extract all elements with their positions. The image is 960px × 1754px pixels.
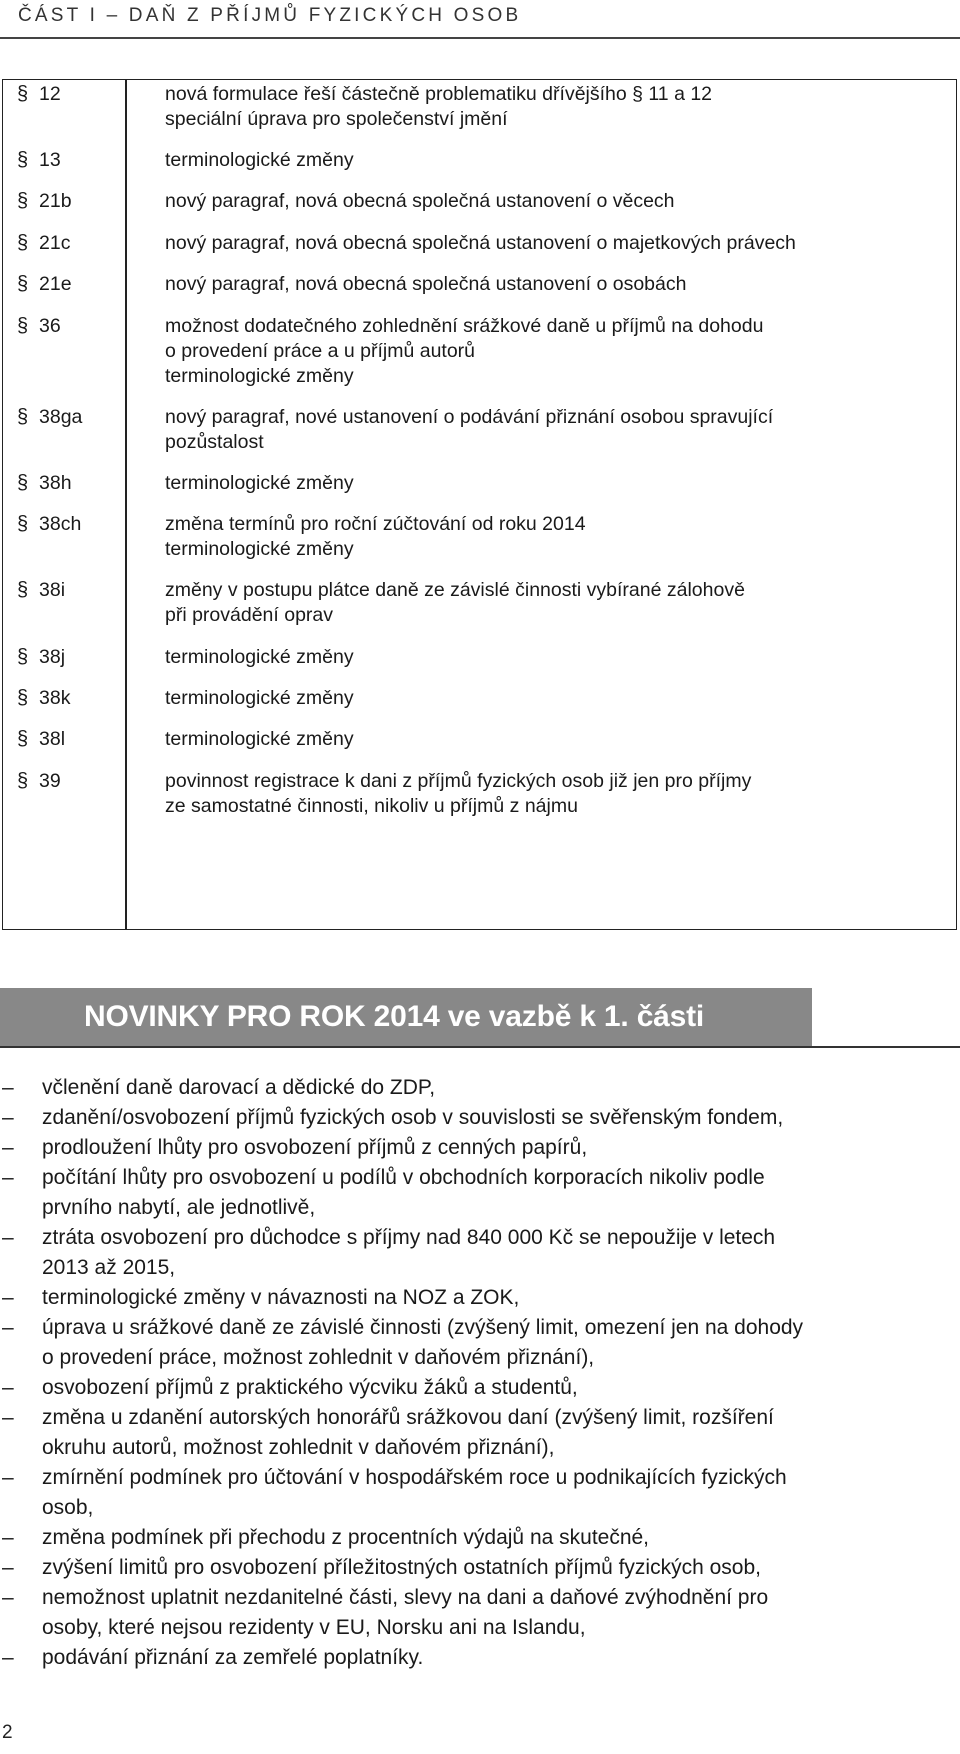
list-item-text [42,1463,960,1523]
page-header-title: ČÁST I – DAŇ Z PŘÍJMŮ FYZICKÝCH OSOB [18,5,522,26]
description-line: terminologické změny [165,149,354,171]
list-item-line: změna u zdanění autorských honorářů srážkovou daní (zvýšený limit, rozšíření [42,1406,774,1429]
section-sign: § [17,190,29,212]
list-item-line: prodloužení lhůty pro osvobození příjmů z cenných papírů, [42,1136,588,1159]
list-item [0,1223,960,1283]
list-item-line: podávání přiznání za zemřelé poplatníky. [42,1646,424,1669]
section-sign: § [17,472,29,494]
paragraph-reference [17,686,70,711]
dash-bullet: – [2,1106,14,1129]
list-item [0,1553,960,1583]
section-sign: § [17,579,29,601]
list-item [0,1073,960,1103]
section-sign: § [17,513,29,535]
list-item-line: osob, [42,1496,94,1519]
paragraph-reference [17,471,72,496]
list-item-line: počítání lhůty pro osvobození u podílů v obchodních korporacích nikoliv podle [42,1166,765,1189]
description-line: nový paragraf, nová obecná společná ustanovení o věcech [165,190,675,212]
change-description [165,645,945,670]
paragraph-number: 36 [39,315,61,337]
list-item-line: zmírnění podmínek pro účtování v hospodářském roce u podnikajících fyzických [42,1466,787,1489]
list-item-text [42,1163,960,1223]
list-item-line: včlenění daně darovací a dědické do ZDP, [42,1076,436,1099]
description-line: terminologické změny [165,687,354,709]
description-line: nový paragraf, nová obecná společná ustanovení o osobách [165,273,687,295]
list-item-text [42,1103,960,1133]
dash-bullet: – [2,1316,14,1339]
description-line: nový paragraf, nová obecná společná ustanovení o majetkových právech [165,232,796,254]
description-line: terminologické změny [165,472,354,494]
change-description [165,769,945,819]
change-description [165,272,945,297]
paragraph-number: 21b [39,190,72,212]
description-line: terminologické změny [165,646,354,668]
list-item-text [42,1583,960,1643]
list-item-text [42,1073,960,1103]
change-description [165,231,945,256]
change-description [165,405,945,455]
change-description [165,471,945,496]
dash-bullet: – [2,1166,14,1189]
paragraph-reference [17,231,70,256]
dash-bullet: – [2,1526,14,1549]
paragraph-reference [17,272,72,297]
paragraph-reference [17,769,61,794]
description-line: terminologické změny [165,728,354,750]
description-line: nový paragraf, nové ustanovení o podávání přiznání osobou spravující [165,406,774,428]
page-number: 2 [2,1722,13,1743]
paragraph-number: 38ch [39,513,82,535]
section-sign: § [17,770,29,792]
paragraph-reference [17,727,65,752]
paragraph-number: 38ga [39,406,83,428]
list-item-line: prvního nabytí, ale jednotlivě, [42,1196,316,1219]
dash-bullet: – [2,1226,14,1249]
paragraph-number: 21c [39,232,71,254]
section-sign: § [17,406,29,428]
paragraph-number: 38i [39,579,66,601]
list-item-text [42,1133,960,1163]
change-description [165,189,945,214]
section-sign: § [17,149,29,171]
table-column-divider [125,80,127,929]
list-item-line: ztráta osvobození pro důchodce s příjmy nad 840 000 Kč se nepoužije v letech [42,1226,776,1249]
change-description [165,148,945,173]
paragraph-reference [17,314,61,339]
list-item [0,1403,960,1463]
header-divider [0,37,960,39]
paragraph-number: 12 [39,83,61,105]
list-item-line: zdanění/osvobození příjmů fyzických osob v souvislosti se svěřenským fondem, [42,1106,784,1129]
list-item-line: osoby, které nejsou rezidenty v EU, Norsku ani na Islandu, [42,1616,586,1639]
paragraph-reference [17,578,65,603]
description-line: speciální úprava pro společenství jmění [165,108,508,130]
list-item-text [42,1373,960,1403]
banner-title: NOVINKY PRO ROK 2014 ve vazbě k 1. části [84,1000,705,1033]
description-line: změna termínů pro roční zúčtování od roku 2014 [165,513,586,535]
description-line: terminologické změny [165,538,354,560]
list-item-text [42,1283,960,1313]
paragraph-number: 13 [39,149,61,171]
description-line: možnost dodatečného zohlednění srážkové daně u příjmů na dohodu [165,315,764,337]
section-sign: § [17,646,29,668]
paragraph-reference [17,645,65,670]
change-description [165,686,945,711]
paragraph-number: 38k [39,687,71,709]
paragraph-reference [17,148,61,173]
dash-bullet: – [2,1406,14,1429]
list-item [0,1373,960,1403]
section-sign: § [17,315,29,337]
description-line: při provádění oprav [165,604,334,626]
change-description [165,578,945,628]
change-description [165,314,945,389]
dash-bullet: – [2,1556,14,1579]
paragraph-number: 21e [39,273,72,295]
paragraph-reference [17,512,81,537]
description-line: nová formulace řeší částečně problematiku dřívějšího § 11 a 12 [165,83,713,105]
list-item-line: změna podmínek při přechodu z procentních výdajů na skutečné, [42,1526,650,1549]
change-description [165,512,945,562]
list-item-line: osvobození příjmů z praktického výcviku žáků a studentů, [42,1376,578,1399]
list-item [0,1313,960,1373]
paragraph-reference [17,189,72,214]
list-item-line: zvýšení limitů pro osvobození příležitostných ostatních příjmů fyzických osob, [42,1556,761,1579]
description-line: ze samostatné činnosti, nikoliv u příjmů z nájmu [165,795,578,817]
paragraph-reference [17,82,61,107]
list-item-text [42,1403,960,1463]
paragraph-number: 39 [39,770,61,792]
paragraph-number: 38j [39,646,66,668]
change-description [165,727,945,752]
description-line: změny v postupu plátce daně ze závislé činnosti vybírané zálohově [165,579,745,601]
section-sign: § [17,232,29,254]
paragraph-number: 38l [39,728,66,750]
description-line: o provedení práce a u příjmů autorů [165,340,476,362]
list-item-text [42,1223,960,1283]
list-item [0,1643,960,1673]
dash-bullet: – [2,1646,14,1669]
description-line: terminologické změny [165,365,354,387]
list-item-line: nemožnost uplatnit nezdanitelné části, slevy na dani a daňové zvýhodnění pro [42,1586,769,1609]
dash-bullet: – [2,1286,14,1309]
dash-bullet: – [2,1076,14,1099]
list-item-line: okruhu autorů, možnost zohlednit v daňovém přiznání), [42,1436,555,1459]
list-item-text [42,1553,960,1583]
description-line: povinnost registrace k dani z příjmů fyzických osob již jen pro příjmy [165,770,752,792]
section-sign: § [17,728,29,750]
list-item-line: 2013 až 2015, [42,1256,176,1279]
list-item-text [42,1523,960,1553]
description-line: pozůstalost [165,431,264,453]
change-description [165,82,945,132]
list-item [0,1283,960,1313]
paragraph-reference [17,405,82,430]
list-item-line: terminologické změny v návaznosti na NOZ a ZOK, [42,1286,520,1309]
list-item-line: o provedení práce, možnost zohlednit v daňovém přiznání), [42,1346,595,1369]
section-sign: § [17,273,29,295]
banner-divider [0,1046,960,1048]
section-sign: § [17,687,29,709]
news-bullet-list [0,1073,960,1673]
dash-bullet: – [2,1466,14,1489]
list-item-text [42,1313,960,1373]
dash-bullet: – [2,1376,14,1399]
list-item [0,1103,960,1133]
section-sign: § [17,83,29,105]
paragraph-number: 38h [39,472,72,494]
list-item [0,1523,960,1553]
list-item [0,1163,960,1223]
dash-bullet: – [2,1586,14,1609]
list-item-line: úprava u srážkové daně ze závislé činnosti (zvýšený limit, omezení jen na dohody [42,1316,804,1339]
list-item [0,1463,960,1523]
changes-table [2,79,957,930]
list-item [0,1133,960,1163]
list-item [0,1583,960,1643]
dash-bullet: – [2,1136,14,1159]
list-item-text [42,1643,960,1673]
